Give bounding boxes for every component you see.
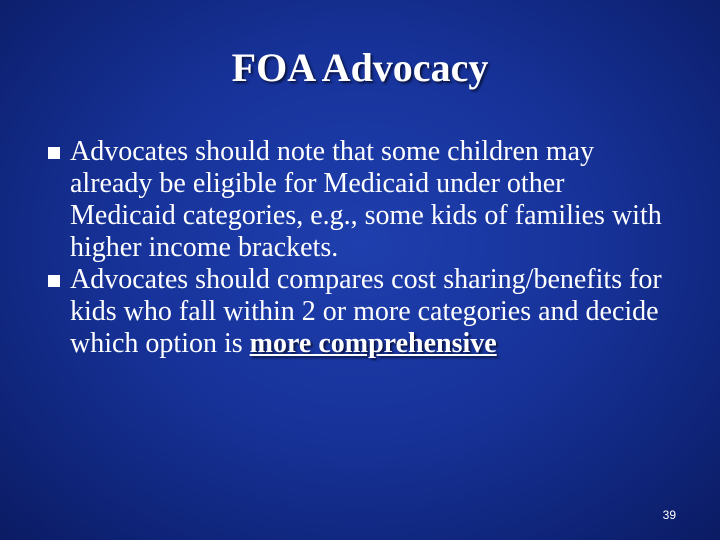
bullet-item: [70, 264, 670, 360]
slide-title: FOA Advocacy: [231, 45, 489, 90]
square-bullet-icon: [48, 147, 60, 159]
page-number: 39: [662, 508, 676, 522]
square-bullet-icon: [48, 275, 60, 287]
bullet-item: [70, 136, 670, 264]
bullet-text: Advocates should note that some children may already be eligible for Medicaid under other Medicaid categories, e.g., some kids of families with higher income brackets.: [70, 136, 662, 263]
emphasized-text: more comprehensive: [249, 328, 497, 359]
bullet-text: Advocates should compares cost sharing/benefits for kids who fall within 2 or more categories and decide which option is: [70, 264, 662, 359]
bullet-list: [70, 136, 670, 360]
